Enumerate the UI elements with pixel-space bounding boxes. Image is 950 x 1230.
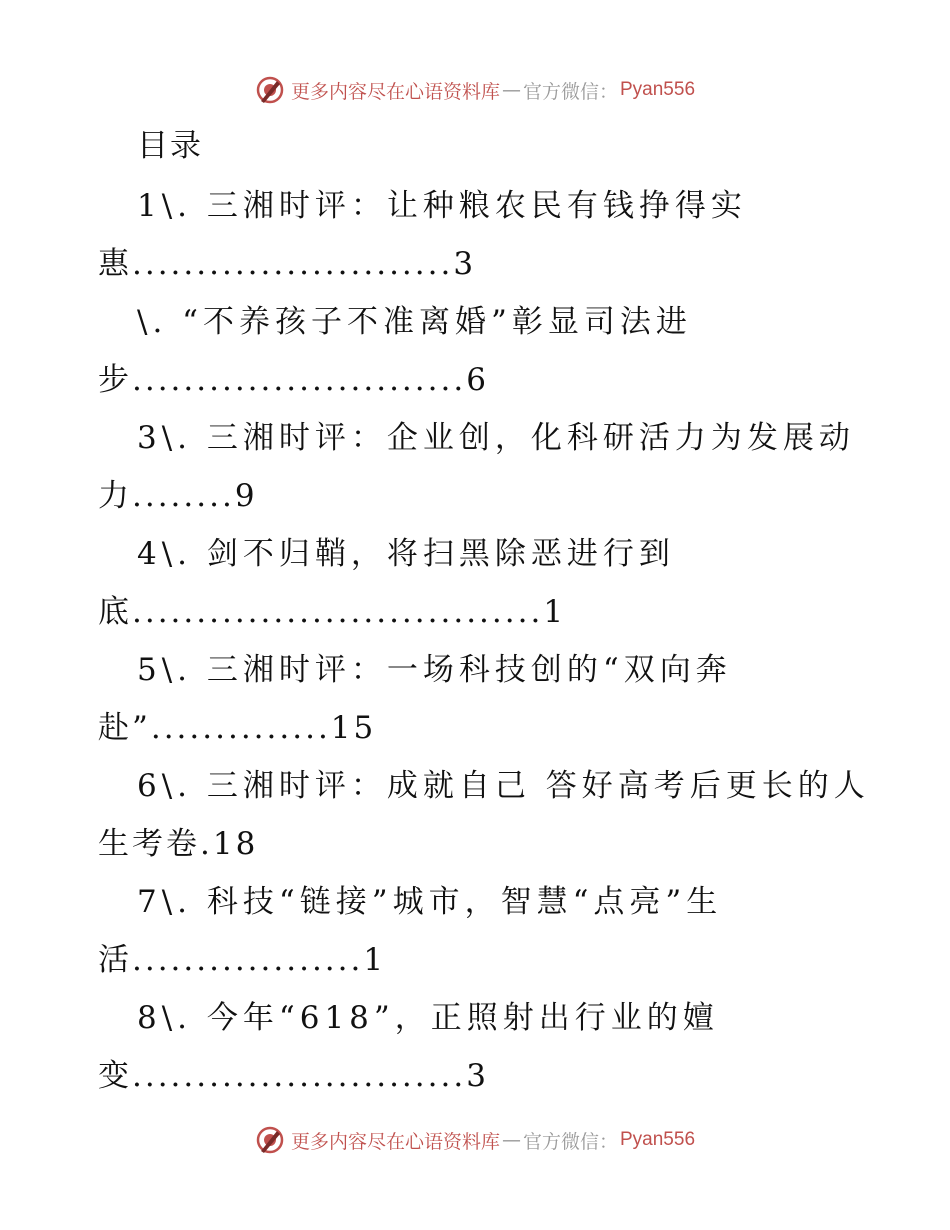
toc-entry-1-line-1[interactable]: 1\. 三湘时评：让种粮农民有钱挣得实 bbox=[137, 188, 747, 224]
banner-separator: — bbox=[501, 1129, 521, 1151]
banner-wechat-label: 官方微信： bbox=[522, 80, 618, 103]
toc-entry-8-line-2[interactable]: 变..........................3 bbox=[98, 1058, 489, 1094]
toc-entry-5-line-2[interactable]: 赴”..............15 bbox=[98, 710, 377, 746]
banner-wechat-id: Pyan556 bbox=[620, 79, 696, 100]
banner-wechat-id: Pyan556 bbox=[620, 1129, 696, 1150]
toc-entry-2-line-2[interactable]: 步..........................6 bbox=[98, 362, 489, 398]
toc-entry-5-line-1[interactable]: 5\. 三湘时评：一场科技创的“双向奔 bbox=[137, 652, 732, 688]
toc-entry-6-line-1[interactable]: 6\. 三湘时评：成就自己 答好高考后更长的人 bbox=[137, 768, 870, 804]
toc-entry-3-line-1[interactable]: 3\. 三湘时评：企业创，化科研活力为发展动 bbox=[137, 420, 855, 456]
banner-wechat-label: 官方微信： bbox=[522, 1130, 618, 1153]
toc-entry-3-line-2[interactable]: 力........9 bbox=[98, 478, 258, 514]
banner-separator: — bbox=[501, 79, 521, 101]
pen-logo-icon bbox=[255, 75, 285, 105]
banner-text: 更多内容尽在心语资料库 bbox=[290, 80, 500, 103]
toc-title: 目录 bbox=[137, 128, 203, 164]
toc-entry-7-line-2[interactable]: 活..................1 bbox=[98, 942, 387, 978]
pen-logo-icon bbox=[255, 1125, 285, 1155]
header-banner bbox=[0, 70, 950, 110]
toc-entry-2-line-1[interactable]: \. “不养孩子不准离婚”彰显司法进 bbox=[137, 304, 692, 340]
footer-banner bbox=[0, 1120, 950, 1160]
toc-entry-6-line-2[interactable]: 生考卷.18 bbox=[98, 826, 259, 862]
toc-entry-1-line-2[interactable]: 惠.........................3 bbox=[98, 246, 477, 282]
toc-entry-7-line-1[interactable]: 7\. 科技“链接”城市，智慧“点亮”生 bbox=[137, 884, 723, 920]
toc-entry-8-line-1[interactable]: 8\. 今年“618”，正照射出行业的嬗 bbox=[137, 1000, 719, 1036]
banner-text: 更多内容尽在心语资料库 bbox=[290, 1130, 500, 1153]
toc-entry-4-line-1[interactable]: 4\. 剑不归鞘，将扫黑除恶进行到 bbox=[137, 536, 675, 572]
toc-entry-4-line-2[interactable]: 底................................1 bbox=[98, 594, 567, 630]
